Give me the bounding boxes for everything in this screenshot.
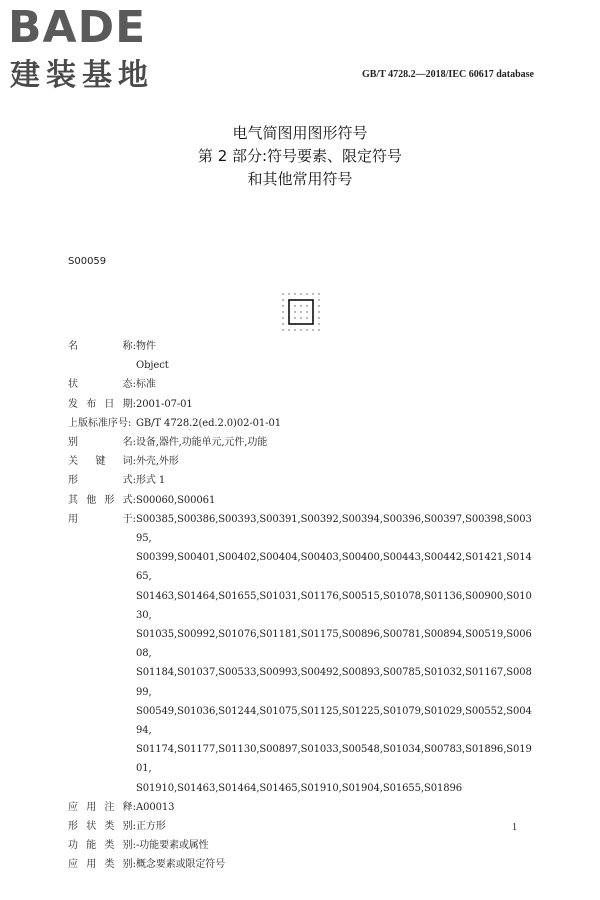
title-line-1: 电气简图用图形符号 (232, 124, 368, 142)
field-label: 用 于: (68, 513, 136, 525)
field-value: -功能要素或属性 (136, 840, 209, 852)
field-label: 形 状 类 别: (68, 821, 136, 833)
grid-dot (306, 317, 307, 318)
grid-dot (288, 329, 289, 330)
grid-dot (300, 329, 301, 330)
grid-dot (312, 293, 313, 294)
grid-dot (318, 305, 319, 306)
field-release-date (68, 395, 538, 414)
field-value: 正方形 (136, 821, 166, 833)
grid-dot (294, 305, 295, 306)
field-label: 功 能 类 别: (68, 840, 136, 852)
field-label: 形 式: (68, 475, 136, 487)
grid-dot (282, 317, 283, 318)
grid-dot (282, 311, 283, 312)
field-function-class (68, 836, 538, 855)
logo-chinese-name: 建装基地 (10, 58, 154, 93)
grid-dot (294, 329, 295, 330)
field-value: 设备,器件,功能单元,元件,功能 (136, 437, 268, 449)
field-value: 形式 1 (136, 475, 166, 487)
grid-dot (300, 317, 301, 318)
field-label: 上版标准序号: (68, 417, 132, 429)
field-label: 其 他 形 式: (68, 494, 136, 506)
field-name-en (68, 356, 538, 375)
field-other-forms (68, 491, 538, 510)
field-value: 标准 (136, 379, 156, 391)
grid-dot (306, 305, 307, 306)
grid-dot (318, 329, 319, 330)
field-value: 外壳,外形 (136, 456, 179, 468)
field-label: 别 名: (68, 437, 136, 449)
grid-dot (288, 293, 289, 294)
field-value: A00013 (136, 801, 175, 813)
field-shape-class (68, 817, 538, 836)
document-title (0, 122, 600, 191)
symbol-svg (280, 291, 322, 333)
field-label: 关 键 词: (68, 456, 136, 468)
standard-code: GB/T 4728.2—2018/IEC 60617 database (361, 69, 534, 80)
grid-dot (306, 293, 307, 294)
field-value: 2001-07-01 (136, 398, 193, 410)
field-label: 名 称: (68, 341, 136, 352)
square-symbol-icon (280, 291, 322, 337)
field-value: GB/T 4728.2(ed.2.0)02-01-01 (136, 417, 281, 429)
logo-wordmark: BADE (8, 2, 147, 53)
field-label: 状 态: (68, 379, 136, 391)
grid-dot (318, 299, 319, 300)
field-name (68, 337, 538, 356)
grid-dot (300, 305, 301, 306)
grid-dot (306, 311, 307, 312)
grid-dot (318, 311, 319, 312)
field-category (68, 433, 538, 452)
page-number: 1 (512, 822, 517, 833)
field-label: 应 用 类 别: (68, 859, 136, 871)
grid-dot (318, 293, 319, 294)
field-value: 概念要素或限定符号 (136, 859, 226, 871)
field-application-note (68, 798, 538, 817)
grid-dot (294, 317, 295, 318)
field-status (68, 375, 538, 394)
grid-dot (282, 305, 283, 306)
field-label: 发 布 日 期: (68, 398, 136, 410)
field-value: S00060,S00061 (136, 494, 216, 506)
field-form (68, 471, 538, 490)
grid-dot (294, 311, 295, 312)
field-value: Object (136, 360, 169, 372)
grid-dot (282, 299, 283, 300)
grid-dot (318, 323, 319, 324)
title-line-2: 第 2 部分:符号要素、限定符号 (197, 147, 403, 165)
grid-dot (312, 329, 313, 330)
field-label: 应 用 注 释: (68, 801, 136, 813)
grid-dot (306, 329, 307, 330)
symbol-attributes (68, 337, 538, 875)
grid-dot (318, 317, 319, 318)
symbol-id: S00059 (68, 256, 107, 267)
field-value: S00385,S00386,S00393,S00391,S00392,S00394,S00396,S00397,S00398,S00395, S00399,S00401,S00402,S00404,S00403,S00400,S00443,S00442,S01421,S01465, S01463,S01464,S01655,S01031,S01176,S00515,S01078,S01136,S00900,S01030, S01035,S00992,S01076,S01181,S01175,S00896,S00781,S00894,S00519,S00608, S01184,S01037,S00533,S00993,S00492,S00893,S00785,S01032,S01167,S00899, S00549,S01036,S01244,S01075,S01125,S01225,S01079,S01029,S00552,S00494, S01174,S01177,S01130,S00897,S01033,S00548,S01034,S00783,S01896,S01901, S01910,S01463,S01464,S01465,S01910,S01904,S01655,S01896 (136, 513, 532, 794)
grid-dot (300, 311, 301, 312)
grid-dot (282, 329, 283, 330)
grid-dot (282, 323, 283, 324)
field-used-in (68, 510, 538, 798)
grid-dot (300, 293, 301, 294)
title-line-3: 和其他常用符号 (247, 170, 353, 188)
field-keywords (68, 452, 538, 471)
field-value: 物件 (136, 341, 156, 352)
field-previous-ref (68, 414, 538, 433)
grid-dot (282, 293, 283, 294)
field-application-class (68, 855, 538, 874)
grid-dot (294, 293, 295, 294)
